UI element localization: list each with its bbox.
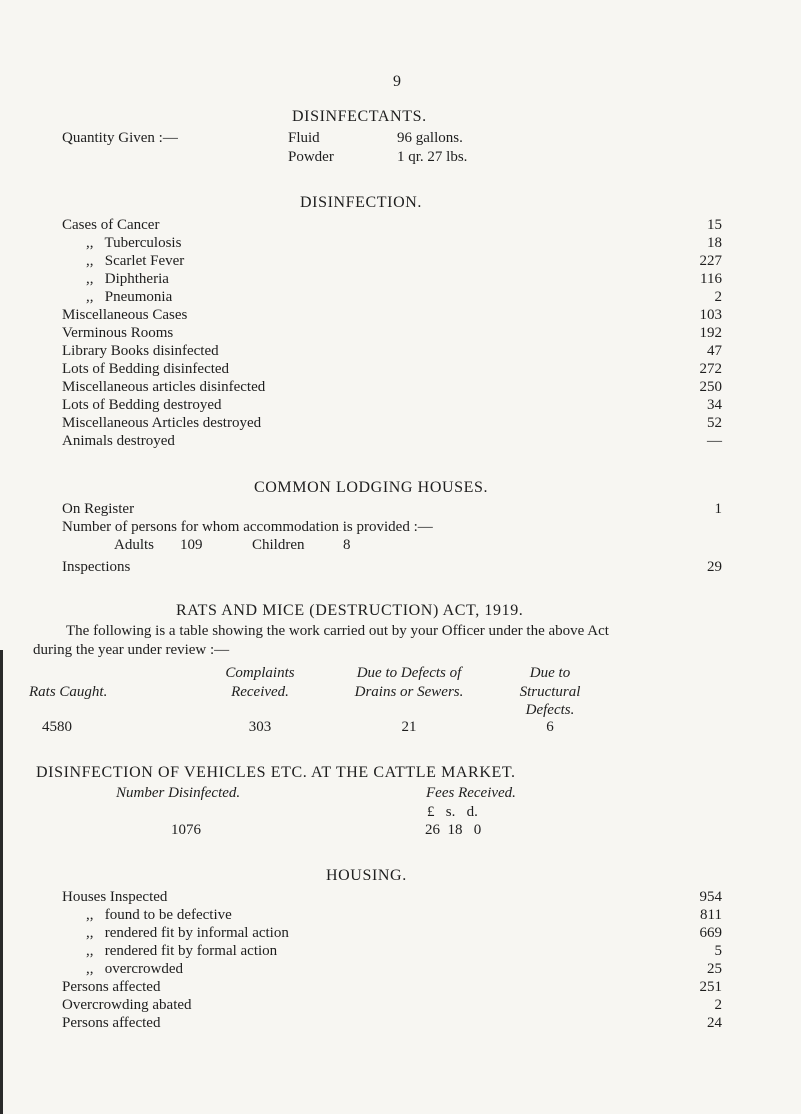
table-row-label: Lots of Bedding disinfected <box>62 361 230 377</box>
structural-value: 6 <box>546 719 554 735</box>
fees-received-value: 26 18 0 <box>425 822 482 838</box>
table-row-label: Houses Inspected <box>62 889 168 905</box>
disinfectant-amount: 1 qr. 27 lbs. <box>397 149 468 165</box>
complaints-header: Received. <box>231 684 289 700</box>
table-row-label: Overcrowding abated <box>62 997 192 1013</box>
table-row-label: ,, overcrowded <box>86 961 184 977</box>
children-value: 8 <box>343 537 351 553</box>
fees-received-header: Fees Received. <box>426 785 516 801</box>
table-row-label: ,, Diphtheria <box>86 271 169 287</box>
table-row-value: 192 <box>699 325 722 341</box>
inspections-value: 29 <box>707 559 722 575</box>
table-row-value: 5 <box>714 943 722 959</box>
table-row-value: 250 <box>699 379 722 395</box>
adults-value: 109 <box>180 537 203 553</box>
table-row-label: ,, Tuberculosis <box>86 235 182 251</box>
structural-header: Due to <box>529 665 571 681</box>
table-row-value: 116 <box>700 271 722 287</box>
fees-units: £ s. d. <box>427 804 478 820</box>
complaints-value: 303 <box>248 719 272 735</box>
drains-value: 21 <box>401 719 417 735</box>
quantity-given-label: Quantity Given :— <box>62 130 178 146</box>
number-disinfected-header: Number Disinfected. <box>116 785 241 801</box>
inspections-label: Inspections <box>62 559 131 575</box>
table-row-label: ,, Scarlet Fever <box>86 253 185 269</box>
table-row-value: — <box>707 433 722 449</box>
table-row-value: 15 <box>707 217 722 233</box>
table-row-value: 18 <box>707 235 722 251</box>
table-row-value: 24 <box>707 1015 722 1031</box>
table-row-value: 272 <box>699 361 722 377</box>
drains-header: Drains or Sewers. <box>354 684 464 700</box>
table-row-label: Persons affected <box>62 1015 161 1031</box>
rats-intro-line: The following is a table showing the work carried out by your Officer under the above Act <box>66 623 609 639</box>
table-row-value: 47 <box>707 343 722 359</box>
table-row-label: Animals destroyed <box>62 433 175 449</box>
structural-header: Defects. <box>525 702 575 718</box>
table-row-value: 103 <box>699 307 722 323</box>
structural-header: Structural <box>519 684 581 700</box>
page-number: 9 <box>393 73 401 90</box>
rats-heading: RATS AND MICE (DESTRUCTION) ACT, 1919. <box>176 602 524 619</box>
persons-accommodation-label: Number of persons for whom accommodation is provided :— <box>62 519 433 535</box>
table-row-value: 227 <box>699 253 722 269</box>
disinfectant-name: Fluid <box>288 130 320 146</box>
lodging-heading: COMMON LODGING HOUSES. <box>254 479 489 496</box>
table-row-value: 52 <box>707 415 722 431</box>
table-row-label: Miscellaneous articles disinfected <box>62 379 266 395</box>
on-register-value: 1 <box>714 501 722 517</box>
table-row-label: Persons affected <box>62 979 161 995</box>
table-row-label: Miscellaneous Articles destroyed <box>62 415 262 431</box>
drains-header: Due to Defects of <box>356 665 462 681</box>
table-row-value: 34 <box>707 397 722 413</box>
table-row-label: ,, found to be defective <box>86 907 232 923</box>
table-row-value: 2 <box>714 289 722 305</box>
vehicles-heading: DISINFECTION OF VEHICLES ETC. AT THE CATTLE MARKET. <box>36 764 516 781</box>
complaints-header: Complaints <box>225 665 295 681</box>
table-row-label: Library Books disinfected <box>62 343 219 359</box>
on-register-label: On Register <box>62 501 135 517</box>
housing-heading: HOUSING. <box>326 867 407 884</box>
adults-label: Adults <box>114 537 155 553</box>
table-row-label: ,, Pneumonia <box>86 289 173 305</box>
disinfectants-heading: DISINFECTANTS. <box>292 108 427 125</box>
disinfectant-amount: 96 gallons. <box>397 130 463 146</box>
number-disinfected-value: 1076 <box>171 822 201 838</box>
table-row-value: 669 <box>699 925 722 941</box>
scan-edge-shadow <box>0 650 3 1114</box>
table-row-label: Cases of Cancer <box>62 217 160 233</box>
table-row-value: 251 <box>699 979 722 995</box>
disinfectant-name: Powder <box>288 149 334 165</box>
table-row-value: 811 <box>700 907 722 923</box>
table-row-label: ,, rendered fit by informal action <box>86 925 289 941</box>
table-row-label: Lots of Bedding destroyed <box>62 397 222 413</box>
table-row-value: 2 <box>714 997 722 1013</box>
table-row-value: 954 <box>699 889 722 905</box>
table-row-value: 25 <box>707 961 722 977</box>
disinfection-heading: DISINFECTION. <box>300 194 423 211</box>
rats-caught-value: 4580 <box>42 719 72 735</box>
rats-caught-header: Rats Caught. <box>29 684 108 700</box>
table-row-label: ,, rendered fit by formal action <box>86 943 278 959</box>
table-row-label: Verminous Rooms <box>62 325 174 341</box>
children-label: Children <box>252 537 305 553</box>
table-row-label: Miscellaneous Cases <box>62 307 188 323</box>
rats-intro-line: during the year under review :— <box>33 642 230 658</box>
